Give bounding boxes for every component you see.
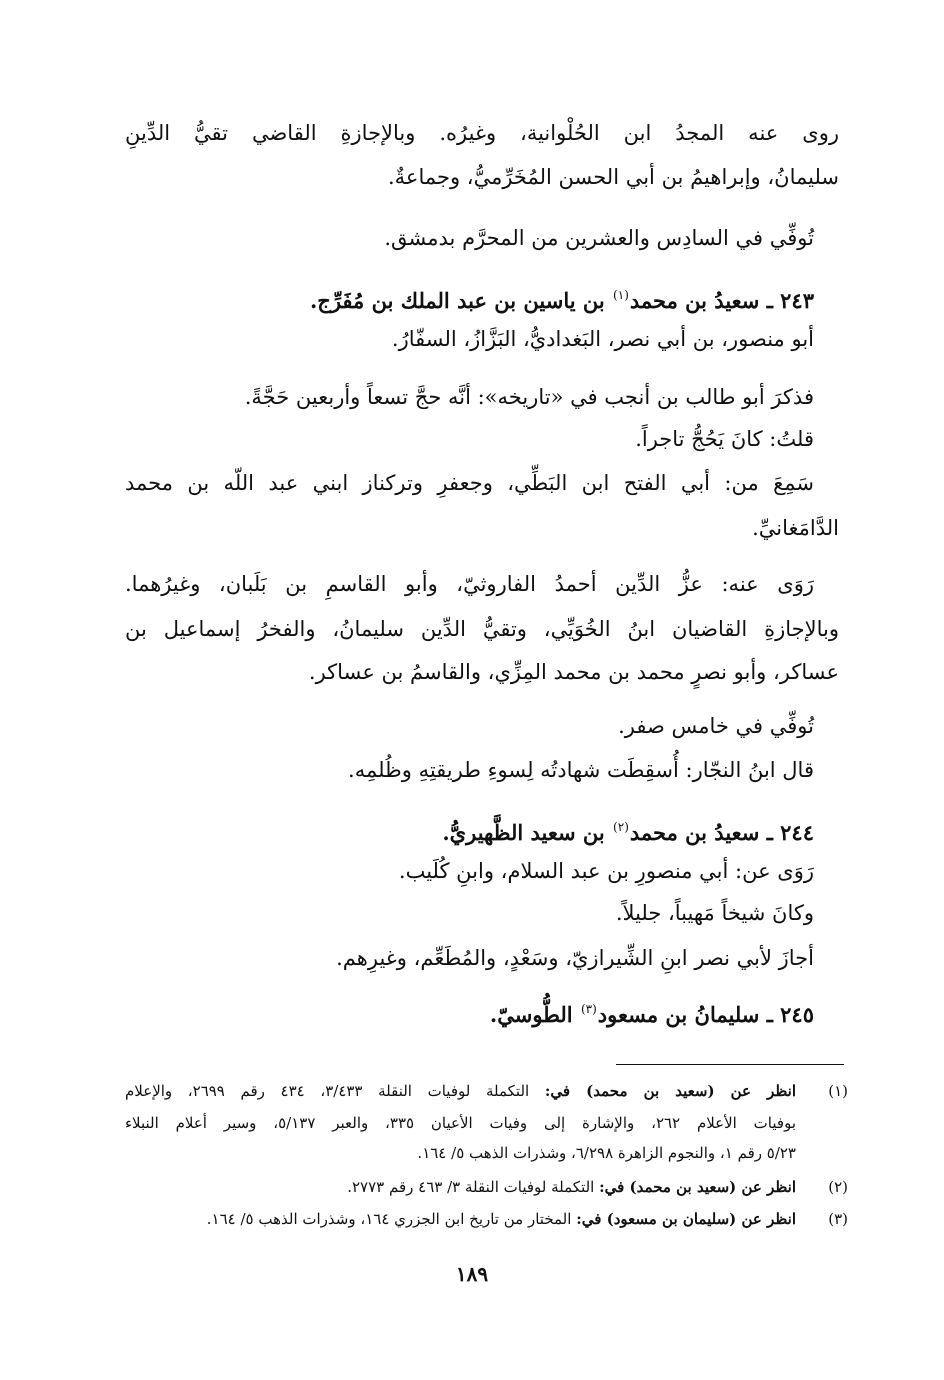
body-text: سليمانُ، وإبراهيمُ بن أبي الحسن المُخَرِّميُّ، وجماعةٌ.	[388, 165, 839, 189]
footnote-source-label: انظر عن (سعيد بن محمد) في:	[599, 1178, 796, 1196]
footnote-1-line-3	[0, 1140, 944, 1166]
footnote-text: بوفيات الأعلام ٢٦٢، والإشارة إلى وفيات الأعيان ٣٣٥، والعبر ٥/١٣٧، وسير أعلام النبلاء	[125, 1114, 796, 1132]
footnote-text: المختار من تاريخ ابن الجزري ١٦٤، وشذرات الذهب ٥/ ١٦٤.	[206, 1210, 572, 1228]
body-text: الدَّامَغانيِّ.	[752, 516, 839, 540]
body-text: أجازَ لأبي نصر ابنِ الشِّيرازيّ، وسَعْدٍ، والمُطَعِّم، وغيرِهم.	[336, 946, 814, 970]
footnote-number: (١)	[828, 1082, 848, 1100]
footnote-ref: (٢)	[613, 820, 629, 834]
footnote-ref: (١)	[613, 288, 629, 302]
body-text: رَوَى عن: أبي منصورِ بن عبد السلام، وابنِ كُلَيب.	[398, 859, 814, 883]
entry-title-rest: بن سعيد الظَّهيريُّ.	[442, 820, 605, 845]
body-text: أبو منصور، بن أبي نصر، البَغداديُّ، البَزَّازُ، السفّارُ.	[391, 327, 814, 351]
footnote-source-label: انظر عن (سعيد بن محمد) في:	[544, 1082, 797, 1100]
body-text: عساكر، وأبو نصرٍ محمد بن محمد المِزِّي، والقاسمُ بن عساكر.	[308, 660, 839, 684]
footnote-2	[0, 1174, 944, 1200]
footnote-number: (٣)	[828, 1210, 848, 1228]
body-text: سَمِعَ من: أبي الفتح ابن البَطِّي، وجعفرِ وتركناز ابني عبد اللّه بن محمد	[125, 471, 814, 495]
body-text: قال ابنُ النجّار: أُسقِطَت شهادتُه لِسوءِ طريقتِهِ وظُلمِه.	[348, 758, 814, 782]
entry-title-rest: بن ياسين بن عبد الملك بن مُفَرِّج.	[309, 288, 605, 313]
footnote-text: ٥/٢٣ رقم ١، والنجوم الزاهرة ٦/٢٩٨، وشذرات الذهب ٥/ ١٦٤.	[417, 1144, 796, 1162]
body-text: روى عنه المجدُ ابن الحُلْوانية، وغيرُه. وبالإجازةِ القاضي تقيُّ الدِّينِ	[125, 121, 839, 145]
entry-title-rest: الطُّوسيّ.	[489, 1002, 573, 1027]
footnote-text: التكملة لوفيات النقلة ٣/ ٤٦٣ رقم ٢٧٧٣.	[347, 1178, 595, 1196]
entry-title: ٢٤٥ ـ سليمانُ بن مسعود	[597, 1002, 814, 1027]
footnote-1-line-2	[0, 1110, 944, 1136]
footnote-separator	[616, 1064, 844, 1065]
body-text: فذكرَ أبو طالب بن أنجب في «تاريخه»: أنَّه حجَّ تسعاً وأربعين حَجَّةً.	[244, 385, 814, 409]
page-number: ١٨٩	[455, 1262, 489, 1286]
entry-title: ٢٤٣ ـ سعيدُ بن محمد	[629, 288, 814, 313]
entry-title: ٢٤٤ ـ سعيدُ بن محمد	[629, 820, 814, 845]
footnote-source-label: انظر عن (سليمان بن مسعود) في:	[576, 1210, 796, 1228]
body-text: وكانَ شيخاً مَهيباً، جليلاً.	[615, 901, 814, 925]
footnote-text: التكملة لوفيات النقلة ٣/٤٣٣، ٤٣٤ رقم ٢٦٩٩، والإعلام	[125, 1082, 530, 1100]
body-text: قلتُ: كانَ يَحُجُّ تاجراً.	[635, 427, 814, 451]
body-text: وبالإجازةِ القاضيان ابنُ الخُوَيِّي، وتقيُّ الدِّين سليمانُ، والفخرُ إسماعيل بن	[125, 617, 839, 641]
footnote-1	[0, 1078, 944, 1104]
footnote-3	[0, 1206, 944, 1232]
footnote-ref: (٣)	[580, 1002, 597, 1016]
footnote-number: (٢)	[828, 1178, 848, 1196]
body-text: تُوفِّي في خامس صفر.	[618, 714, 814, 738]
body-text: تُوفِّي في السادِس والعشرين من المحرَّم بدمشق.	[384, 226, 814, 250]
body-text: رَوَى عنه: عزُّ الدِّين أحمدُ الفاروثيّ، وأبو القاسمِ بن بَلَبان، وغيرُهما.	[125, 572, 814, 596]
